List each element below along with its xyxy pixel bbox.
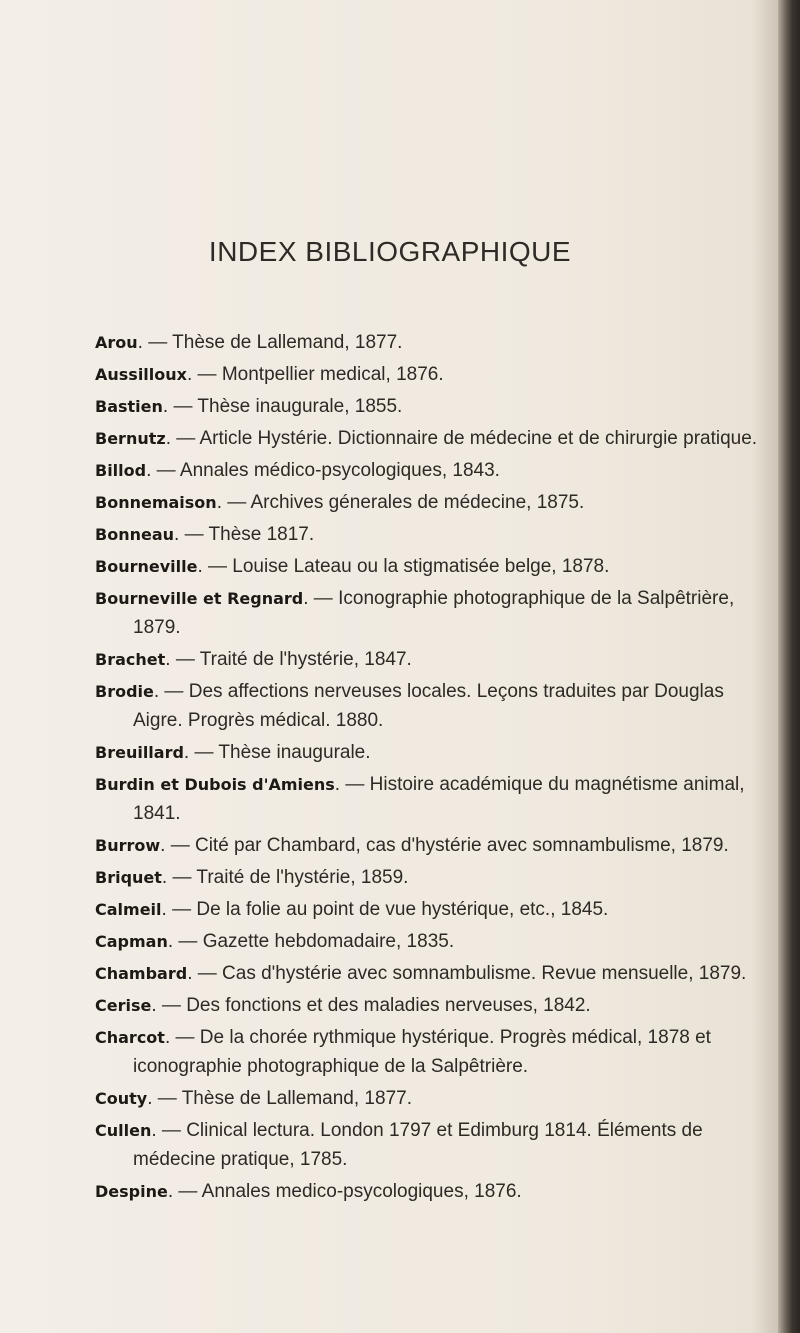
entry-author: Cerise [95, 996, 152, 1015]
entry-text: Thèse 1817. [208, 524, 315, 545]
entry-text: Histoire académique du magnétisme animal, 1841. [133, 774, 745, 824]
list-item: Cerise. — Des fonctions et des maladies nerveuses, 1842. [95, 995, 591, 1016]
page-title: INDEX BIBLIOGRAPHIQUE [208, 236, 572, 267]
entry-text: Montpellier medical, 1876. [221, 364, 444, 385]
list-item: Capman. — Gazette hebdomadaire, 1835. [95, 931, 455, 952]
list-item: Bastien. — Thèse inaugurale, 1855. [95, 396, 403, 417]
entry-text: Thèse inaugurale. [218, 742, 371, 763]
entry-text: Cité par Chambard, cas d'hystérie avec somnambulisme, 1879. [194, 835, 729, 856]
entry-author: Bonnemaison [95, 493, 217, 512]
entry-text: De la chorée rythmique hystérique. Progrès médical, 1878 et iconographie photographique de la Salpêtrière. [133, 1027, 711, 1077]
entry-text: Cas d'hystérie avec somnambulisme. Revue mensuelle, 1879. [222, 963, 747, 984]
list-item: Bourneville. — Louise Lateau ou la stigmatisée belge, 1878. [95, 556, 610, 577]
list-item: Bonneau. — Thèse 1817. [95, 524, 315, 545]
entry-text: Thèse inaugurale, 1855. [197, 396, 403, 417]
entry-author: Brachet [95, 650, 166, 669]
entry-author: Capman [95, 932, 168, 951]
entry-text: Des affections nerveuses locales. Leçons traduites par Douglas Aigre. Progrès médical. 1880. [133, 681, 724, 731]
list-item: Bernutz. — Article Hystérie. Dictionnaire de médecine et de chirurgie pratique. [95, 428, 758, 449]
list-item: Chambard. — Cas d'hystérie avec somnambulisme. Revue mensuelle, 1879. [95, 963, 747, 984]
entry-text: Thèse de Lallemand, 1877. [181, 1088, 412, 1109]
list-item: Couty. — Thèse de Lallemand, 1877. [95, 1088, 412, 1109]
list-item: Burdin et Dubois d'Amiens. — Histoire académique du magnétisme animal, 1841. [95, 774, 745, 824]
entry-text: Archives génerales de médecine, 1875. [250, 492, 585, 513]
entry-text: Traité de l'hystérie, 1859. [196, 867, 409, 888]
entry-author: Billod [95, 461, 147, 480]
entry-author: Breuillard [95, 743, 184, 762]
list-item: Brachet. — Traité de l'hystérie, 1847. [95, 649, 412, 670]
bibliography-list [95, 328, 775, 1209]
list-item: Briquet. — Traité de l'hystérie, 1859. [95, 867, 409, 888]
list-item: Brodie. — Des affections nerveuses locales. Leçons traduites par Douglas Aigre. Progrès médical. 1880. [95, 681, 724, 731]
entry-text: Louise Lateau ou la stigmatisée belge, 1878. [232, 556, 610, 577]
entry-text: Traité de l'hystérie, 1847. [199, 649, 412, 670]
entry-author: Arou [95, 333, 138, 352]
entry-text: De la folie au point de vue hystérique, etc., 1845. [196, 899, 609, 920]
list-item: Breuillard. — Thèse inaugurale. [95, 742, 371, 763]
list-item: Bourneville et Regnard. — Iconographie photographique de la Salpêtrière, 1879. [95, 588, 735, 638]
list-item: Bonnemaison. — Archives génerales de médecine, 1875. [95, 492, 585, 513]
entry-author: Cullen [95, 1121, 152, 1140]
entry-text: Iconographie photographique de la Salpêtrière, 1879. [133, 588, 735, 638]
entry-author: Burrow [95, 836, 161, 855]
entry-author: Bourneville [95, 557, 198, 576]
entry-author: Brodie [95, 682, 154, 701]
page-edge-shadow [778, 0, 800, 1333]
list-item: Calmeil. — De la folie au point de vue hystérique, etc., 1845. [95, 899, 609, 920]
entry-author: Calmeil [95, 900, 162, 919]
entry-text: Article Hystérie. Dictionnaire de médecine et de chirurgie pratique. [199, 428, 758, 449]
entry-author: Bonneau [95, 525, 175, 544]
list-item: Billod. — Annales médico-psycologiques, 1843. [95, 460, 500, 481]
list-item: Aussilloux. — Montpellier medical, 1876. [95, 364, 444, 385]
entry-text: Annales medico-psycologiques, 1876. [201, 1181, 522, 1202]
entry-text: Thèse de Lallemand, 1877. [172, 332, 403, 353]
entry-author: Briquet [95, 868, 162, 887]
entry-text: Annales médico-psycologiques, 1843. [179, 460, 500, 481]
entry-author: Burdin et Dubois d'Amiens [95, 775, 335, 794]
entry-author: Bourneville et Regnard [95, 589, 304, 608]
entry-text: Gazette hebdomadaire, 1835. [202, 931, 455, 952]
entry-text: Des fonctions et des maladies nerveuses, 1842. [186, 995, 591, 1016]
list-item: Charcot. — De la chorée rythmique hystérique. Progrès médical, 1878 et iconographie photographique de la Salpêtrière. [95, 1027, 711, 1077]
entry-author: Bernutz [95, 429, 166, 448]
entry-text: Clinical lectura. London 1797 et Edimburg 1814. Éléments de médecine pratique, 1785. [133, 1120, 703, 1170]
entry-author: Despine [95, 1182, 168, 1201]
entry-author: Aussilloux [95, 365, 187, 384]
entry-author: Chambard [95, 964, 188, 983]
list-item: Cullen. — Clinical lectura. London 1797 et Edimburg 1814. Éléments de médecine pratique, 1785. [95, 1120, 703, 1170]
entry-author: Charcot [95, 1028, 165, 1047]
list-item: Despine. — Annales medico-psycologiques, 1876. [95, 1181, 522, 1202]
list-item: Burrow. — Cité par Chambard, cas d'hystérie avec somnambulisme, 1879. [95, 835, 729, 856]
list-item: Arou. — Thèse de Lallemand, 1877. [95, 332, 403, 353]
entry-author: Couty [95, 1089, 148, 1108]
entry-author: Bastien [95, 397, 163, 416]
